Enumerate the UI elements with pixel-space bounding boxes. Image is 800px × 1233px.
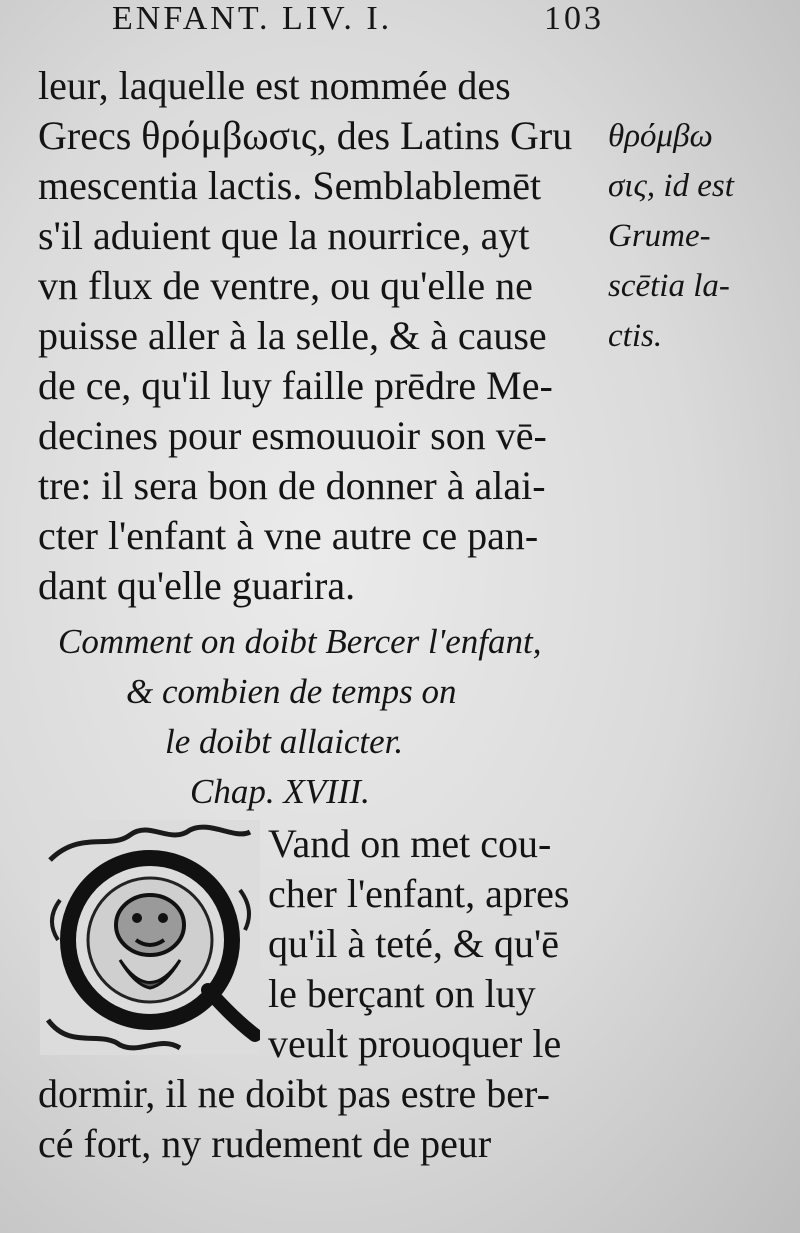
body-line: de ce, qu'il luy faille prēdre Me-: [38, 363, 553, 408]
chapter-title-line: & combien de temps on: [126, 672, 457, 711]
body-line: decines pour esmouuoir son vē-: [38, 413, 547, 458]
chapter-text-line: Vand on met cou-: [268, 821, 552, 866]
body-line: cter l'enfant à vne autre ce pan-: [38, 513, 539, 558]
show-through-text: [595, 360, 800, 1160]
body-line: leur, laquelle est nommée des: [38, 63, 511, 108]
chapter-title-line: le doibt allaicter.: [165, 722, 404, 761]
chapter-text-line: cé fort, ny rudement de peur: [38, 1121, 492, 1166]
body-line: dant qu'elle guarira.: [38, 563, 356, 608]
margin-note-line: σις, id est: [608, 168, 734, 204]
decorated-initial-q: [40, 820, 260, 1055]
page-header: [112, 0, 612, 42]
chapter-text-line: cher l'enfant, apres: [268, 871, 570, 916]
chapter-text-line: veult prouoquer le: [268, 1021, 562, 1066]
body-line: s'il aduient que la nourrice, ayt: [38, 213, 530, 258]
body-line: puisse aller à la selle, & à cause: [38, 313, 547, 358]
chapter-text-line: le berçant on luy: [268, 971, 536, 1016]
margin-note-line: Grume-: [608, 218, 711, 254]
chapter-number: Chap. XVIII.: [190, 772, 370, 811]
body-line: vn flux de ventre, ou qu'elle ne: [38, 263, 533, 308]
body-line: mescentia lactis. Semblablemēt: [38, 163, 542, 208]
running-head: ENFANT. LIV. I.: [112, 0, 393, 37]
body-line: Grecs θρόμβωσις, des Latins Gru: [38, 113, 573, 158]
body-line: tre: il sera bon de donner à alai-: [38, 463, 546, 508]
margin-note-line: scētia la-: [608, 268, 730, 304]
margin-note-line: ctis.: [608, 318, 663, 354]
margin-note-line: θρόμβω: [608, 118, 713, 154]
chapter-title-line: Comment on doibt Bercer l'enfant,: [58, 622, 542, 661]
page-number: 103: [544, 0, 604, 37]
chapter-text-line: dormir, il ne doibt pas estre ber-: [38, 1071, 550, 1116]
chapter-text-line: qu'il à teté, & qu'ē: [268, 921, 559, 966]
